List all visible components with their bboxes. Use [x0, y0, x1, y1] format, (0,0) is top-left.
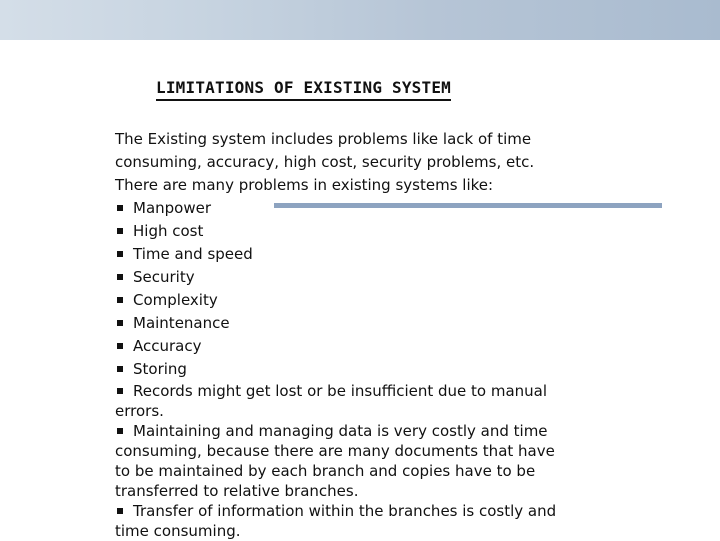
square-bullet-icon: [117, 297, 123, 303]
square-bullet-icon: [117, 228, 123, 234]
list-item-text: Complexity: [133, 291, 218, 309]
list-item-text: Storing: [133, 360, 187, 378]
list-item: [115, 220, 605, 243]
list-item-text: Time and speed: [133, 245, 253, 263]
square-bullet-icon: [117, 388, 123, 394]
square-bullet-icon: [117, 508, 123, 514]
list-item-text: High cost: [133, 222, 204, 240]
square-bullet-icon: [117, 205, 123, 211]
long-point-line: to be maintained by each branch and copies have to be: [115, 462, 536, 480]
list-item-text: Accuracy: [133, 337, 202, 355]
list-item-text: Security: [133, 268, 195, 286]
long-point-line: transferred to relative branches.: [115, 482, 359, 500]
long-point: [115, 381, 605, 421]
list-item: [115, 243, 605, 266]
long-point-line: Transfer of information within the branches is costly and: [133, 502, 557, 520]
list-item: [115, 358, 605, 381]
square-bullet-icon: [117, 366, 123, 372]
long-point-line: time consuming.: [115, 522, 241, 540]
long-point: [115, 421, 605, 501]
square-bullet-icon: [117, 251, 123, 257]
long-point-line: Records might get lost or be insufficient due to manual: [133, 382, 548, 400]
long-point-line: errors.: [115, 402, 164, 420]
list-item-text: Manpower: [133, 199, 212, 217]
list-item: [115, 312, 605, 335]
square-bullet-icon: [117, 274, 123, 280]
list-item: [115, 289, 605, 312]
intro-line: The Existing system includes problems like lack of time: [115, 130, 532, 148]
square-bullet-icon: [117, 343, 123, 349]
intro-line: There are many problems in existing systems like:: [115, 176, 494, 194]
square-bullet-icon: [117, 320, 123, 326]
list-item: [115, 197, 605, 220]
slide-title: LIMITATIONS OF EXISTING SYSTEM: [156, 78, 451, 101]
long-point-line: consuming, because there are many documents that have: [115, 442, 555, 460]
square-bullet-icon: [117, 428, 123, 434]
header-band: [0, 0, 720, 40]
slide-body: [115, 128, 605, 541]
list-item: [115, 266, 605, 289]
list-item-text: Maintenance: [133, 314, 230, 332]
list-item: [115, 335, 605, 358]
long-point-line: Maintaining and managing data is very costly and time: [133, 422, 548, 440]
intro-line: consuming, accuracy, high cost, security problems, etc.: [115, 153, 535, 171]
long-point: [115, 501, 605, 541]
